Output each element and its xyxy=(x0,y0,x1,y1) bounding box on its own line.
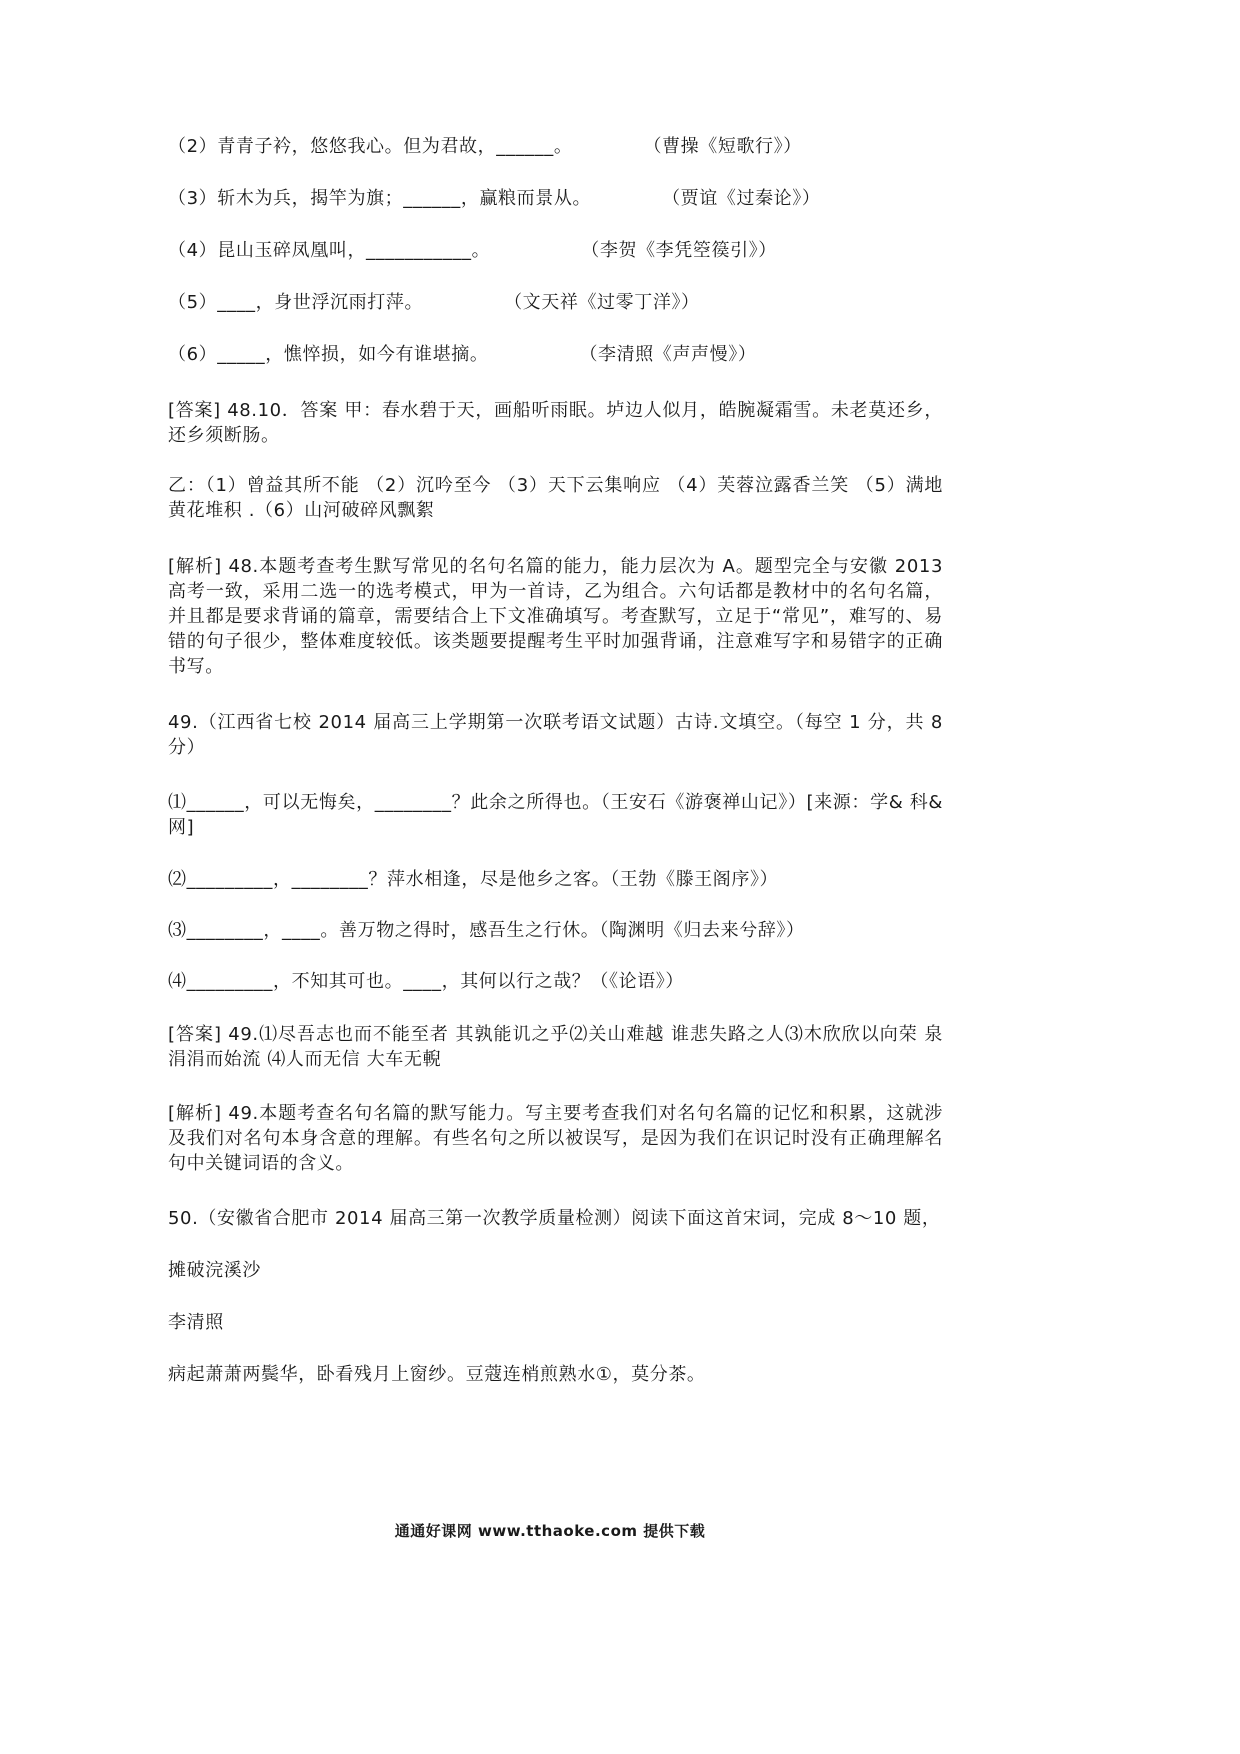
question-49-item-1: ⑴______，可以无悔矣，________？此余之所得也。（王安石《游褒禅山记》）[来源：学& 科& 网] xyxy=(168,792,943,838)
poem-line-1: 病起萧萧两鬓华，卧看残月上窗纱。豆蔻连梢煎熟水①，莫分茶。 xyxy=(168,1364,706,1385)
fill-line-2: （2）青青子衿，悠悠我心。但为君故，______。 （曹操《短歌行》） xyxy=(168,136,802,157)
answer-48: [答案] 48.10．答案 甲：春水碧于天，画船听雨眠。垆边人似月，皓腕凝霜雪。未老莫还乡，还乡须断肠。 xyxy=(168,400,943,446)
analysis-49: [解析] 49.本题考查名句名篇的默写能力。写主要考查我们对名句名篇的记忆和积累，这就涉及我们对名句本身含意的理解。有些名句之所以被误写，是因为我们在识记时没有正确理解名句中关键词语的含义。 xyxy=(168,1103,943,1174)
question-49: 49.（江西省七校 2014 届高三上学期第一次联考语文试题）古诗.文填空。（每空 1 分，共 8 分） xyxy=(168,712,943,758)
fill-line-4: （4）昆山玉碎凤凰叫，___________。 （李贺《李凭箜篌引》） xyxy=(168,240,777,261)
fill-line-5: （5）____，身世浮沉雨打萍。 （文天祥《过零丁洋》） xyxy=(168,292,700,313)
fill-line-3: （3）斩木为兵，揭竿为旗；______，赢粮而景从。 （贾谊《过秦论》） xyxy=(168,188,821,209)
poem-author: 李清照 xyxy=(168,1312,224,1333)
question-49-item-4: ⑷_________，不知其可也。____，其何以行之哉？（《论语》） xyxy=(168,971,684,992)
question-49-item-2: ⑵_________，________？萍水相逢，尽是他乡之客。（王勃《滕王阁序》） xyxy=(168,869,779,890)
fill-line-6: （6）_____，憔悴损，如今有谁堪摘。 （李清照《声声慢》） xyxy=(168,344,757,365)
poem-title: 摊破浣溪沙 xyxy=(168,1260,261,1281)
analysis-48: [解析] 48.本题考查考生默写常见的名句名篇的能力，能力层次为 A。题型完全与安徽 2013 高考一致，采用二选一的选考模式，甲为一首诗，乙为组合。六句话都是教材中的名句名篇，并且都是要求背诵的篇章，需要结合上下文准确填写。考查默写，立足于“常见”，难写的、易错的句子很少，整体难度较低。该类题要提醒考生平时加强背诵，注意难写字和易错字的正确书写。 xyxy=(168,556,943,677)
question-50: 50.（安徽省合肥市 2014 届高三第一次教学质量检测）阅读下面这首宋词，完成 8～10 题， xyxy=(168,1208,941,1229)
answer-48-part-b: 乙：（1）曾益其所不能 （2）沉吟至今 （3）天下云集响应 （4）芙蓉泣露香兰笑 （5）满地黄花堆积 .（6）山河破碎风飘絮 xyxy=(168,475,943,521)
answer-49: [答案] 49.⑴尽吾志也而不能至者 其孰能讥之乎⑵关山难越 谁悲失路之人⑶木欣欣以向荣 泉涓涓而始流 ⑷人而无信 大车无輗 xyxy=(168,1024,943,1070)
question-49-item-3: ⑶________，____。善万物之得时，感吾生之行休。（陶渊明《归去来兮辞》） xyxy=(168,920,805,941)
page-footer: 通通好课网 www.tthaoke.com 提供下载 xyxy=(394,1522,706,1540)
